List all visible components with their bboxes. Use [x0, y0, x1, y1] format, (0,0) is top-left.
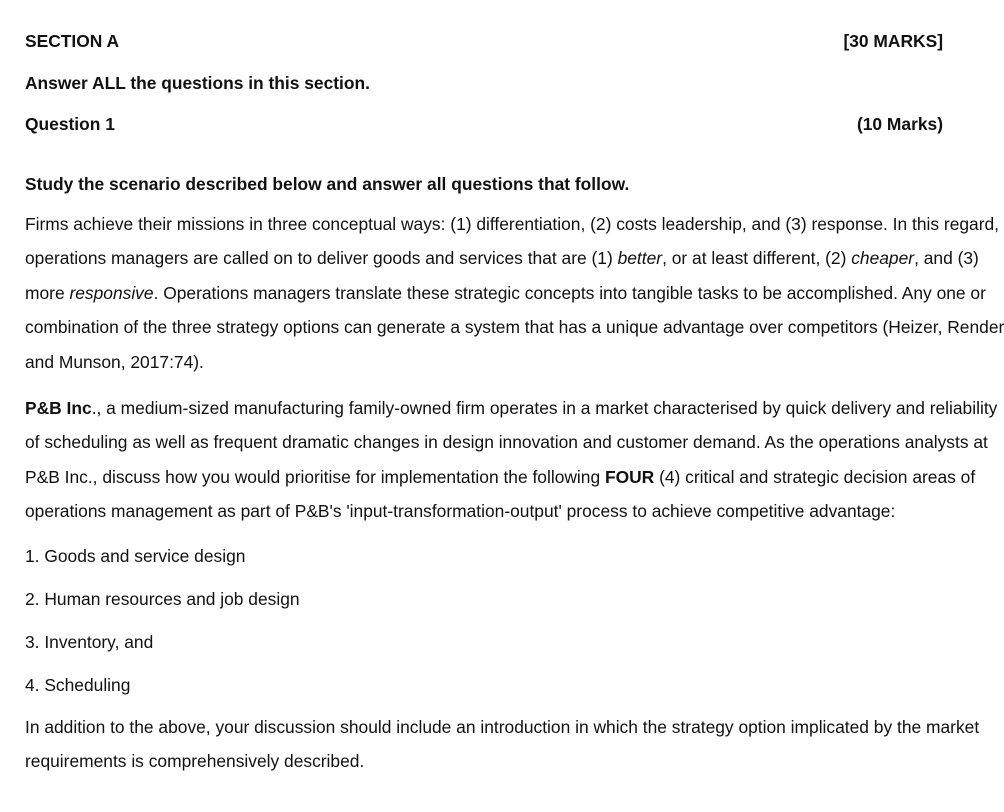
closing-paragraph — [25, 710, 980, 779]
instruction-text: Answer ALL the questions in this section. — [25, 73, 370, 93]
question-lead — [25, 174, 943, 194]
scenario-paragraph-2 — [25, 391, 998, 529]
p2-line-4: operations management as part of P&B's 'input-transformation-output' process to achieve competitive advantage: — [25, 501, 896, 522]
section-title: SECTION A — [25, 31, 120, 51]
p1-line-1: Firms achieve their missions in three conceptual ways: (1) differentiation, (2) costs leadership, and (3) response. In this regard, — [25, 214, 1000, 234]
p1-line-4: combination of the three strategy options can generate a system that has a unique advantage over competitors (Heizer, Render — [25, 317, 1004, 338]
p3-line-1: In addition to the above, your discussion should include an introduction in which the strategy option implicated by the market — [25, 717, 980, 737]
section-marks: [30 MARKS] — [843, 31, 943, 51]
section-instruction — [25, 73, 943, 93]
p2-line-1: P&B Inc., a medium-sized manufacturing family-owned firm operates in a market characterised by quick delivery and reliability — [25, 398, 998, 418]
list-item: 1. Goods and service design — [25, 546, 246, 566]
p2-line-3: P&B Inc., discuss how you would prioritise for implementation the following FOUR (4) critical and strategic decision areas of — [25, 466, 976, 487]
question-title: Question 1 — [25, 114, 115, 134]
question-marks: (10 Marks) — [856, 114, 943, 134]
p1-line-2: operations managers are called on to deliver goods and services that are (1) better, or at least different, (2) cheaper, and (3) — [25, 248, 979, 269]
list-item: 4. Scheduling — [25, 675, 131, 695]
p2-line-2: of scheduling as well as frequent dramatic changes in design innovation and customer demand. As the operations analysts at — [25, 432, 988, 453]
list-item: 3. Inventory, and — [25, 632, 154, 652]
list-item: 2. Human resources and job design — [25, 589, 300, 609]
scenario-paragraph-1 — [25, 207, 1004, 379]
p3-line-2: requirements is comprehensively described. — [25, 751, 365, 772]
lead-text: Study the scenario described below and answer all questions that follow. — [25, 174, 630, 194]
p1-line-3: more responsive. Operations managers translate these strategic concepts into tangible tasks to be accomplished. Any one or — [25, 282, 986, 303]
p1-line-5: and Munson, 2017:74). — [25, 351, 204, 372]
exam-page — [25, 0, 1004, 812]
